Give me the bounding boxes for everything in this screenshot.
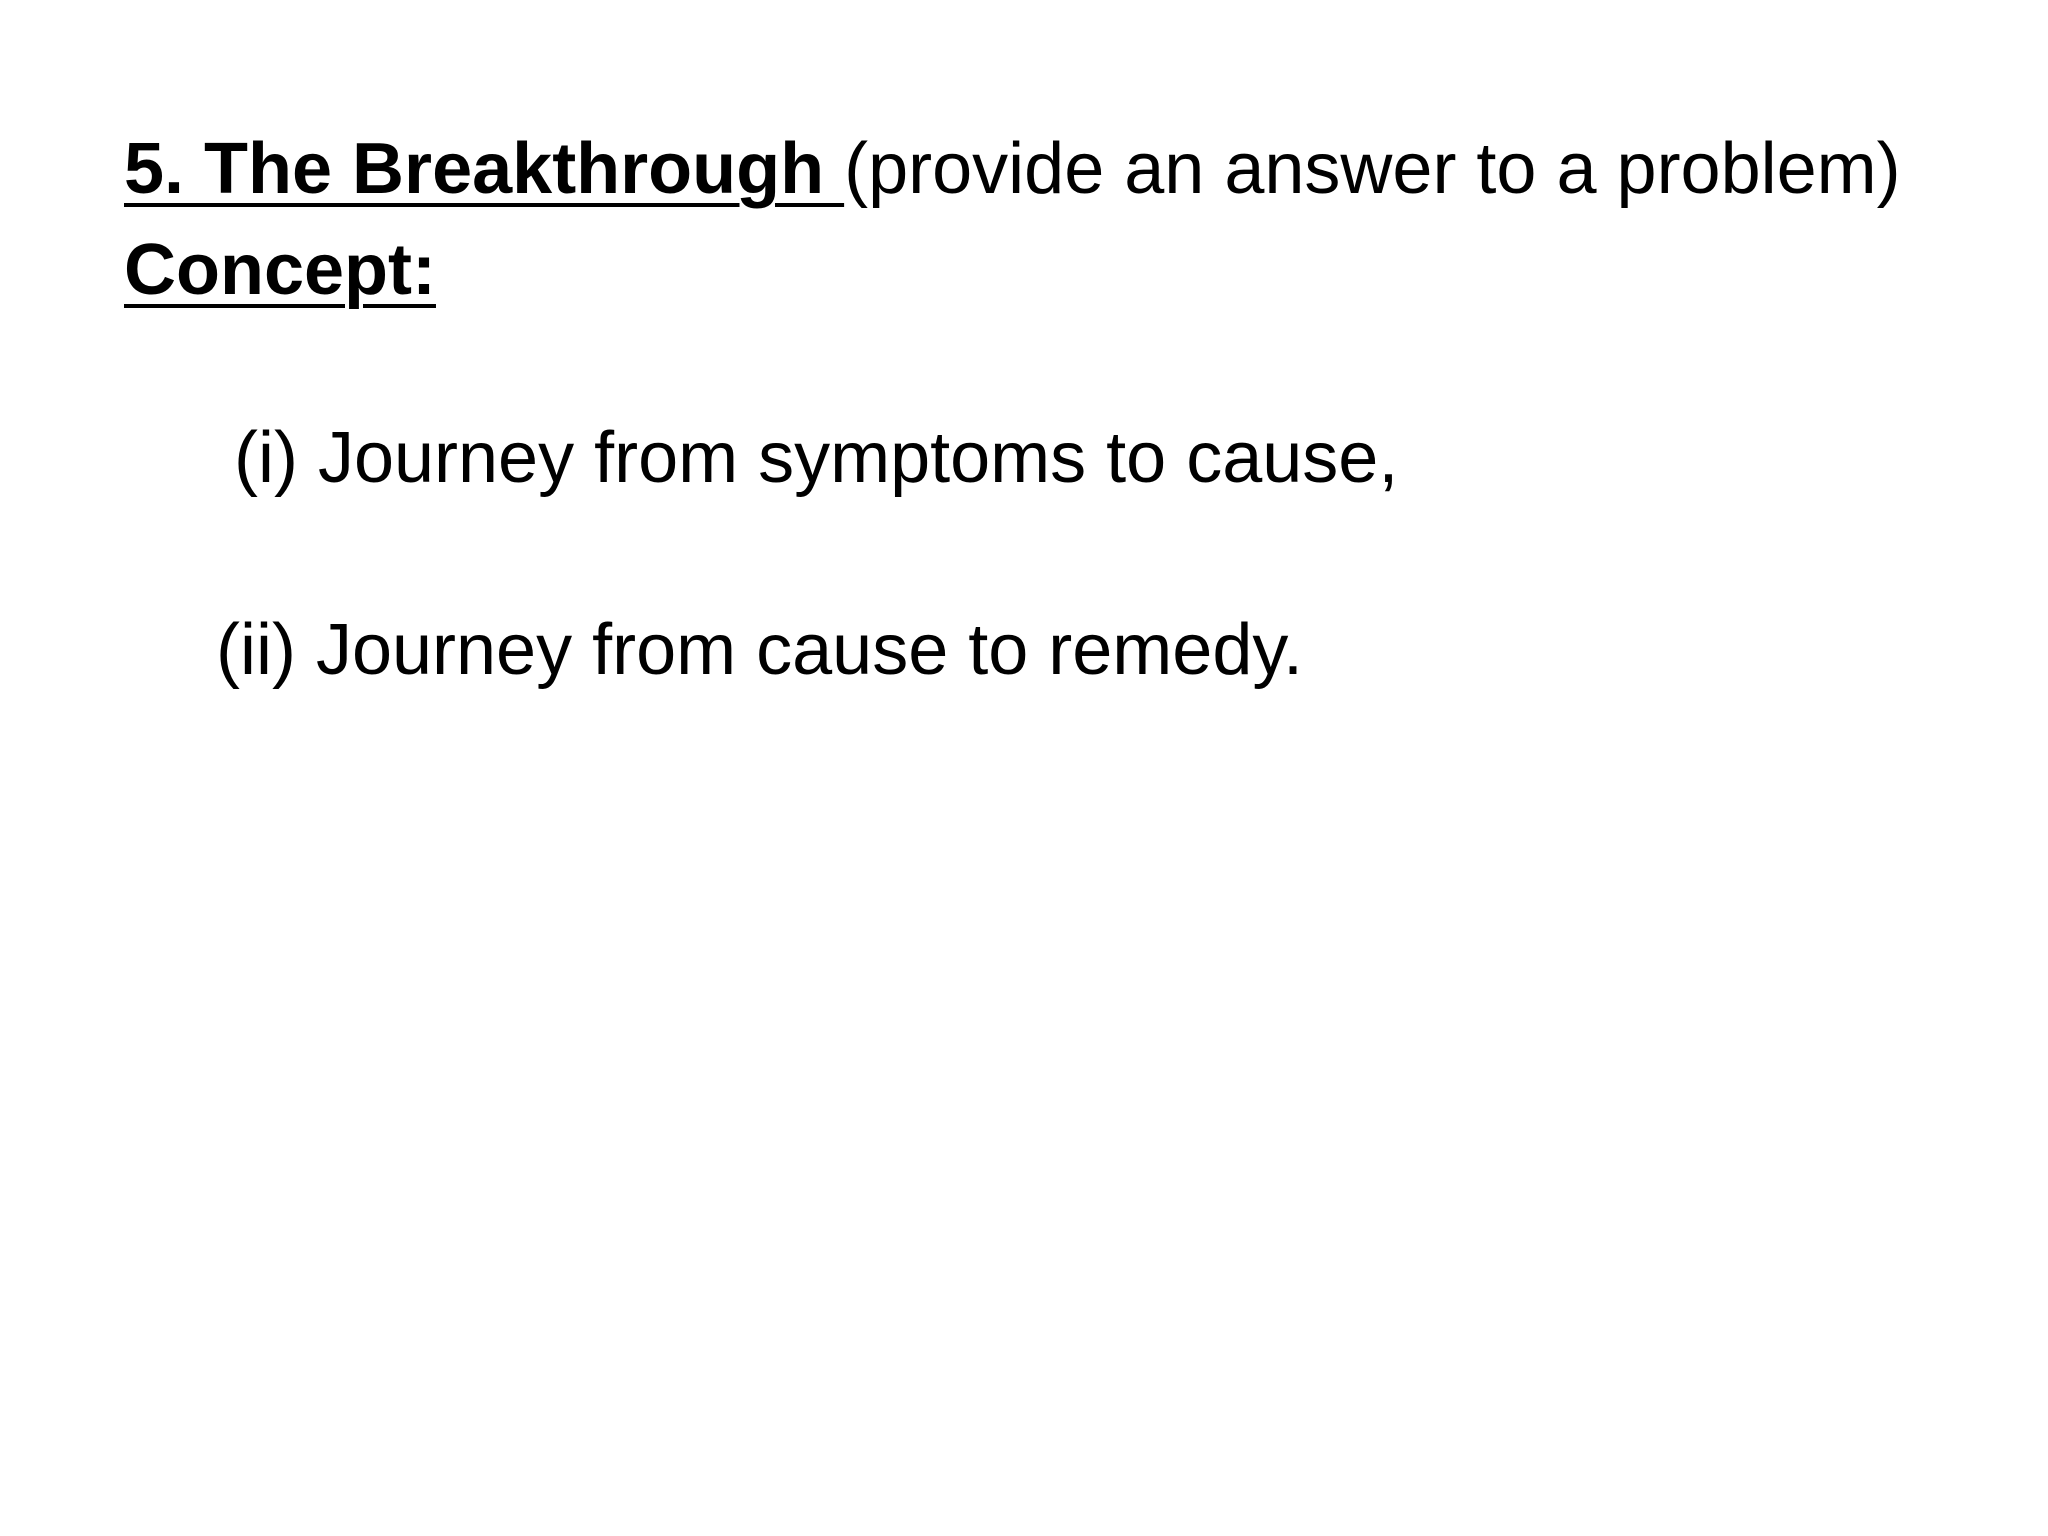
slide-heading [124, 129, 1901, 209]
heading-subtitle: (provide an answer to a problem) [844, 129, 1901, 209]
list-item: (ii) Journey from cause to remedy. [216, 610, 1304, 690]
list-item: (i) Journey from symptoms to cause, [234, 418, 1399, 498]
heading-title: 5. The Breakthrough [124, 129, 845, 209]
concept-label: Concept: [124, 230, 436, 310]
